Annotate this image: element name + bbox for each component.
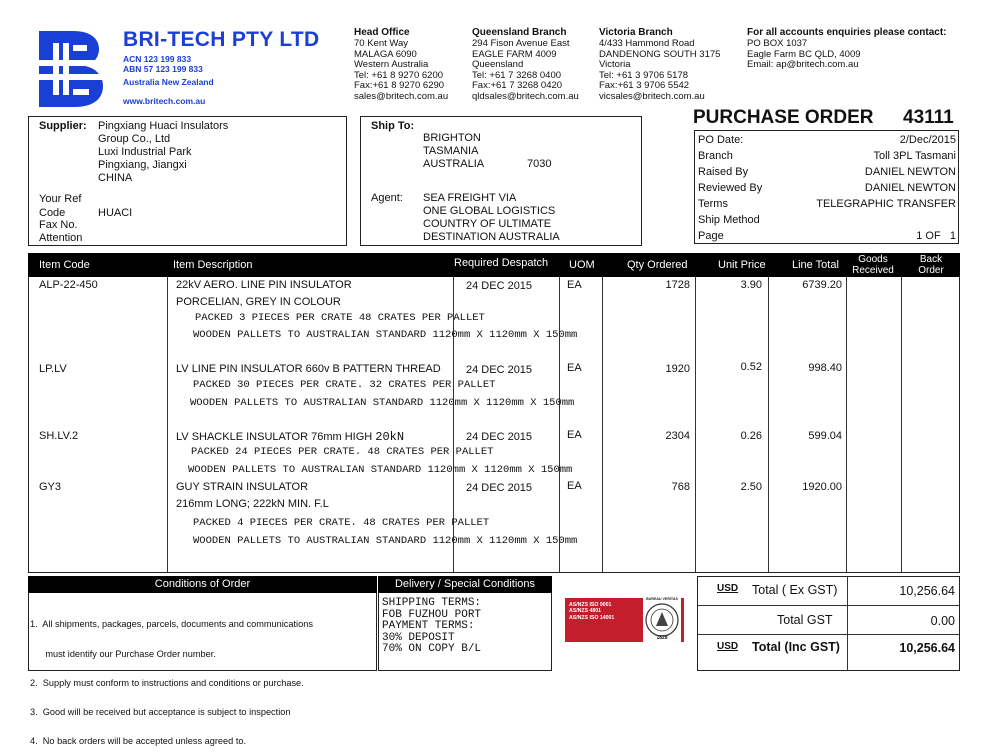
item-pallets: WOODEN PALLETS TO AUSTRALIAN STANDARD 1120mm X 1120mm X 150mm	[193, 329, 578, 341]
office-line: Queensland	[472, 59, 524, 71]
delivery-line: 70% ON COPY B/L	[382, 643, 482, 656]
item-desc-extra: 216mm LONG; 222kN MIN. F.L	[176, 498, 329, 510]
reviewed-by-label: Reviewed By	[698, 182, 763, 194]
po-row-page	[698, 228, 956, 244]
office-email[interactable]: sales@britech.com.au	[354, 90, 449, 102]
page-value	[916, 228, 956, 244]
office-line: MALAGA 6090	[354, 48, 417, 60]
seal-year: 1828	[656, 635, 668, 641]
delivery-title: Delivery / Special Conditions	[394, 578, 535, 590]
supplier-line: Luxi Industrial Park	[98, 146, 192, 158]
conditions-list	[30, 601, 313, 756]
office-line: PO BOX 1037	[747, 38, 808, 49]
goods-label: Goods	[858, 254, 888, 265]
item-code: GY3	[39, 481, 62, 493]
col-header-uom: UOM	[569, 259, 595, 271]
delivery-lines	[382, 598, 481, 656]
your-ref-label: Your Ref	[39, 193, 82, 205]
terms-value: TELEGRAPHIC TRANSFER	[816, 198, 956, 210]
office-line: Tel: +61 7 3268 0400	[472, 69, 562, 81]
condition-item: 3. Good will be received but acceptance is subject to inspection	[30, 706, 291, 717]
col-header-item-code: Item Code	[39, 259, 90, 271]
item-unit-price: 3.90	[740, 279, 762, 291]
delivery-line: 30% DEPOSIT	[382, 631, 455, 644]
cert-line: AS/NZS ISO 9001	[569, 602, 612, 608]
supplier-label: Supplier:	[39, 120, 87, 132]
delivery-line: PAYMENT TERMS:	[382, 620, 475, 633]
code-value: HUACI	[98, 207, 133, 219]
supplier-line: Group Co., Ltd	[98, 133, 171, 145]
item-line-total: 998.40	[808, 362, 842, 374]
office-line: Western Australia	[354, 59, 429, 71]
office-line: EAGLE FARM 4009	[472, 48, 557, 60]
item-packing: PACKED 3 PIECES PER CRATE 48 CRATES PER PALLET	[195, 312, 485, 324]
reviewed-by-value: DANIEL NEWTON	[864, 182, 956, 194]
item-qty: 1728	[665, 279, 690, 291]
raised-by-value: DANIEL NEWTON	[864, 166, 956, 178]
po-row-reviewed	[698, 180, 956, 196]
col-divider	[695, 277, 696, 573]
ship-to-address	[423, 132, 484, 171]
agent-line: SEA FREIGHT VIA	[423, 192, 517, 204]
conditions-title: Conditions of Order	[154, 578, 251, 590]
item-date: 24 DEC 2015	[466, 364, 533, 376]
item-date: 24 DEC 2015	[466, 482, 533, 494]
item-desc	[176, 430, 404, 444]
company-logo-icon	[33, 27, 105, 109]
order-label: Order	[918, 265, 944, 276]
seal-top-text: BUREAU VERITAS	[646, 597, 678, 601]
cert-line: AS/NZS 4801	[569, 608, 602, 615]
condition-item: 4. No back orders will be accepted unless agreed to.	[30, 735, 247, 746]
office-line: Eagle Farm BC QLD, 4009	[747, 48, 861, 60]
item-date: 24 DEC 2015	[466, 280, 533, 292]
company-region: Australia New Zealand	[123, 77, 214, 87]
item-desc: LV LINE PIN INSULATOR 660v B PATTERN THREAD	[176, 363, 441, 375]
item-unit-price: 0.52	[740, 361, 762, 373]
attention-label: Attention	[39, 232, 83, 244]
office-line: Victoria	[599, 59, 631, 71]
item-uom: EA	[567, 480, 582, 492]
col-header-qty: Qty Ordered	[627, 259, 688, 271]
item-code: SH.LV.2	[39, 430, 79, 442]
supplier-line: Pingxiang Huaci Insulators	[98, 120, 229, 132]
office-head	[354, 26, 448, 103]
company-website: www.britech.com.au	[123, 96, 206, 106]
item-qty: 768	[671, 481, 690, 493]
item-date: 24 DEC 2015	[466, 431, 533, 443]
col-divider	[559, 277, 560, 573]
total-inc-gst-value: 10,256.64	[899, 641, 955, 655]
item-unit-price: 0.26	[740, 430, 762, 442]
po-row-raised	[698, 164, 956, 180]
ship-to-label: Ship To:	[371, 120, 415, 132]
item-desc-text: LV SHACKLE INSULATOR 76mm HIGH	[176, 431, 373, 443]
item-desc-rating: 20kN	[375, 430, 405, 444]
item-desc-extra: PORCELIAN, GREY IN COLOUR	[176, 296, 341, 308]
office-line: Fax:+61 3 9706 5542	[599, 80, 690, 92]
office-email[interactable]: Email: ap@britech.com.au	[747, 59, 859, 71]
col-header-line-total: Line Total	[792, 259, 839, 271]
item-line-total: 6739.20	[802, 279, 842, 291]
item-packing: PACKED 4 PIECES PER CRATE. 48 CRATES PER PALLET	[193, 517, 490, 529]
company-name: BRI-TECH PTY LTD	[123, 28, 320, 51]
item-qty: 2304	[665, 430, 690, 442]
currency-label-inc: USD	[717, 641, 739, 652]
office-line: Tel: +61 3 9706 5178	[599, 69, 689, 81]
office-line: Tel: +61 8 9270 6200	[354, 69, 444, 81]
item-code: LP.LV	[39, 363, 67, 375]
total-inc-gst-label: Total (Inc GST)	[752, 640, 840, 654]
po-number: 43111	[903, 107, 954, 128]
item-pallets: WOODEN PALLETS TO AUSTRALIAN STANDARD 1120mm X 1120mm X 150mm	[190, 397, 575, 409]
agent-line: COUNTRY OF ULTIMATE	[423, 218, 552, 230]
condition-item: 1. All shipments, packages, parcels, documents and communications	[30, 619, 313, 630]
back-label: Back	[919, 254, 943, 265]
office-title: For all accounts enquiries please contact:	[747, 27, 947, 38]
col-divider	[602, 277, 603, 573]
received-label: Received	[852, 265, 894, 276]
total-gst-value: 0.00	[930, 614, 955, 628]
col-header-back-order	[903, 254, 959, 276]
terms-label: Terms	[698, 198, 728, 210]
office-title: Queensland Branch	[472, 27, 567, 38]
col-header-required: Required Despatch	[454, 257, 549, 269]
item-unit-price: 2.50	[740, 481, 762, 493]
condition-item: 2. Supply must conform to instructions and conditions or purchase.	[30, 677, 304, 688]
supplier-address	[98, 120, 228, 185]
col-header-goods-received	[846, 254, 900, 276]
certification-badge	[565, 598, 684, 642]
page-total: 1	[949, 230, 956, 242]
office-line: 70 Kent Way	[354, 38, 409, 49]
fax-label: Fax No.	[39, 219, 78, 231]
ship-to-line: AUSTRALIA	[423, 158, 485, 170]
po-row-date	[698, 132, 956, 148]
office-email[interactable]: qldsales@britech.com.au	[472, 90, 579, 102]
item-code: ALP-22-450	[39, 279, 98, 291]
office-line: Fax:+61 7 3268 0420	[472, 80, 563, 92]
item-uom: EA	[567, 279, 582, 291]
col-divider	[846, 277, 847, 573]
office-queensland	[472, 26, 579, 103]
currency-label: USD	[717, 583, 739, 594]
ship-to-line: TASMANIA	[423, 145, 479, 157]
item-line-total: 1920.00	[802, 481, 842, 493]
po-fields	[698, 132, 956, 244]
item-uom: EA	[567, 429, 582, 441]
item-pallets: WOODEN PALLETS TO AUSTRALIAN STANDARD 1120mm X 1120mm X 150mm	[193, 535, 578, 547]
company-abn: ABN 57 123 199 833	[123, 64, 203, 74]
page-label: Page	[698, 230, 724, 242]
col-divider	[768, 277, 769, 573]
totals-divider	[697, 634, 960, 635]
branch-label: Branch	[698, 150, 733, 162]
ship-to-postcode: 7030	[527, 158, 552, 170]
col-header-item-desc: Item Description	[173, 259, 253, 271]
col-divider	[901, 277, 902, 573]
total-ex-gst-label: Total ( Ex GST)	[752, 583, 838, 597]
supplier-line: CHINA	[98, 172, 133, 184]
office-victoria	[599, 26, 720, 103]
ship-to-line: BRIGHTON	[423, 132, 481, 144]
office-line: DANDENONG SOUTH 3175	[599, 48, 721, 60]
item-packing: PACKED 30 PIECES PER CRATE. 32 CRATES PER PALLET	[193, 379, 496, 391]
po-row-terms	[698, 196, 956, 212]
agent-line: ONE GLOBAL LOGISTICS	[423, 205, 556, 217]
po-title: PURCHASE ORDER	[693, 107, 874, 128]
item-pallets: WOODEN PALLETS TO AUSTRALIAN STANDARD 1120mm X 1120mm X 150mm	[188, 464, 573, 476]
raised-by-label: Raised By	[698, 166, 749, 178]
office-line: Fax:+61 8 9270 6290	[354, 80, 445, 92]
office-line: 4/433 Hammond Road	[599, 38, 695, 49]
item-uom: EA	[567, 362, 582, 374]
total-ex-gst-value: 10,256.64	[899, 584, 955, 598]
cert-line: AS/NZS ISO 14001	[569, 614, 615, 621]
po-row-branch	[698, 148, 956, 164]
totals-divider	[697, 605, 960, 606]
item-desc: 22kV AERO. LINE PIN INSULATOR	[176, 279, 352, 291]
condition-item: must identify our Purchase Order number.	[30, 648, 216, 659]
page-number: 1 OF	[916, 230, 941, 242]
office-line: 294 Fison Avenue East	[472, 38, 570, 49]
delivery-line: SHIPPING TERMS:	[382, 597, 482, 609]
cert-lines	[569, 602, 614, 621]
office-accounts	[747, 26, 947, 71]
office-title: Victoria Branch	[599, 27, 673, 38]
agent-details	[423, 192, 560, 244]
company-logo	[33, 27, 105, 109]
delivery-line: FOB FUZHOU PORT	[382, 608, 482, 621]
item-line-total: 599.04	[808, 430, 842, 442]
office-email[interactable]: vicsales@britech.com.au	[599, 90, 705, 102]
col-divider	[167, 277, 168, 573]
ship-method-label: Ship Method	[698, 214, 760, 226]
office-title: Head Office	[354, 27, 410, 38]
po-row-ship-method	[698, 212, 956, 228]
agent-label: Agent:	[371, 192, 403, 204]
supplier-line: Pingxiang, Jiangxi	[98, 159, 187, 171]
company-acn: ACN 123 199 833	[123, 54, 192, 64]
item-desc: GUY STRAIN INSULATOR	[176, 481, 309, 493]
po-date-label: PO Date:	[698, 134, 744, 146]
total-gst-label: Total GST	[777, 613, 833, 627]
item-packing: PACKED 24 PIECES PER CRATE. 48 CRATES PER PALLET	[191, 446, 494, 458]
col-header-unit-price: Unit Price	[718, 259, 766, 271]
po-date-value: 2/Dec/2015	[899, 134, 956, 146]
agent-line: DESTINATION AUSTRALIA	[423, 231, 560, 243]
totals-divider	[847, 576, 848, 671]
item-qty: 1920	[665, 363, 690, 375]
branch-value: Toll 3PL Tasmani	[873, 150, 956, 162]
bureau-veritas-seal-icon	[643, 598, 681, 642]
code-label: Code	[39, 207, 66, 219]
